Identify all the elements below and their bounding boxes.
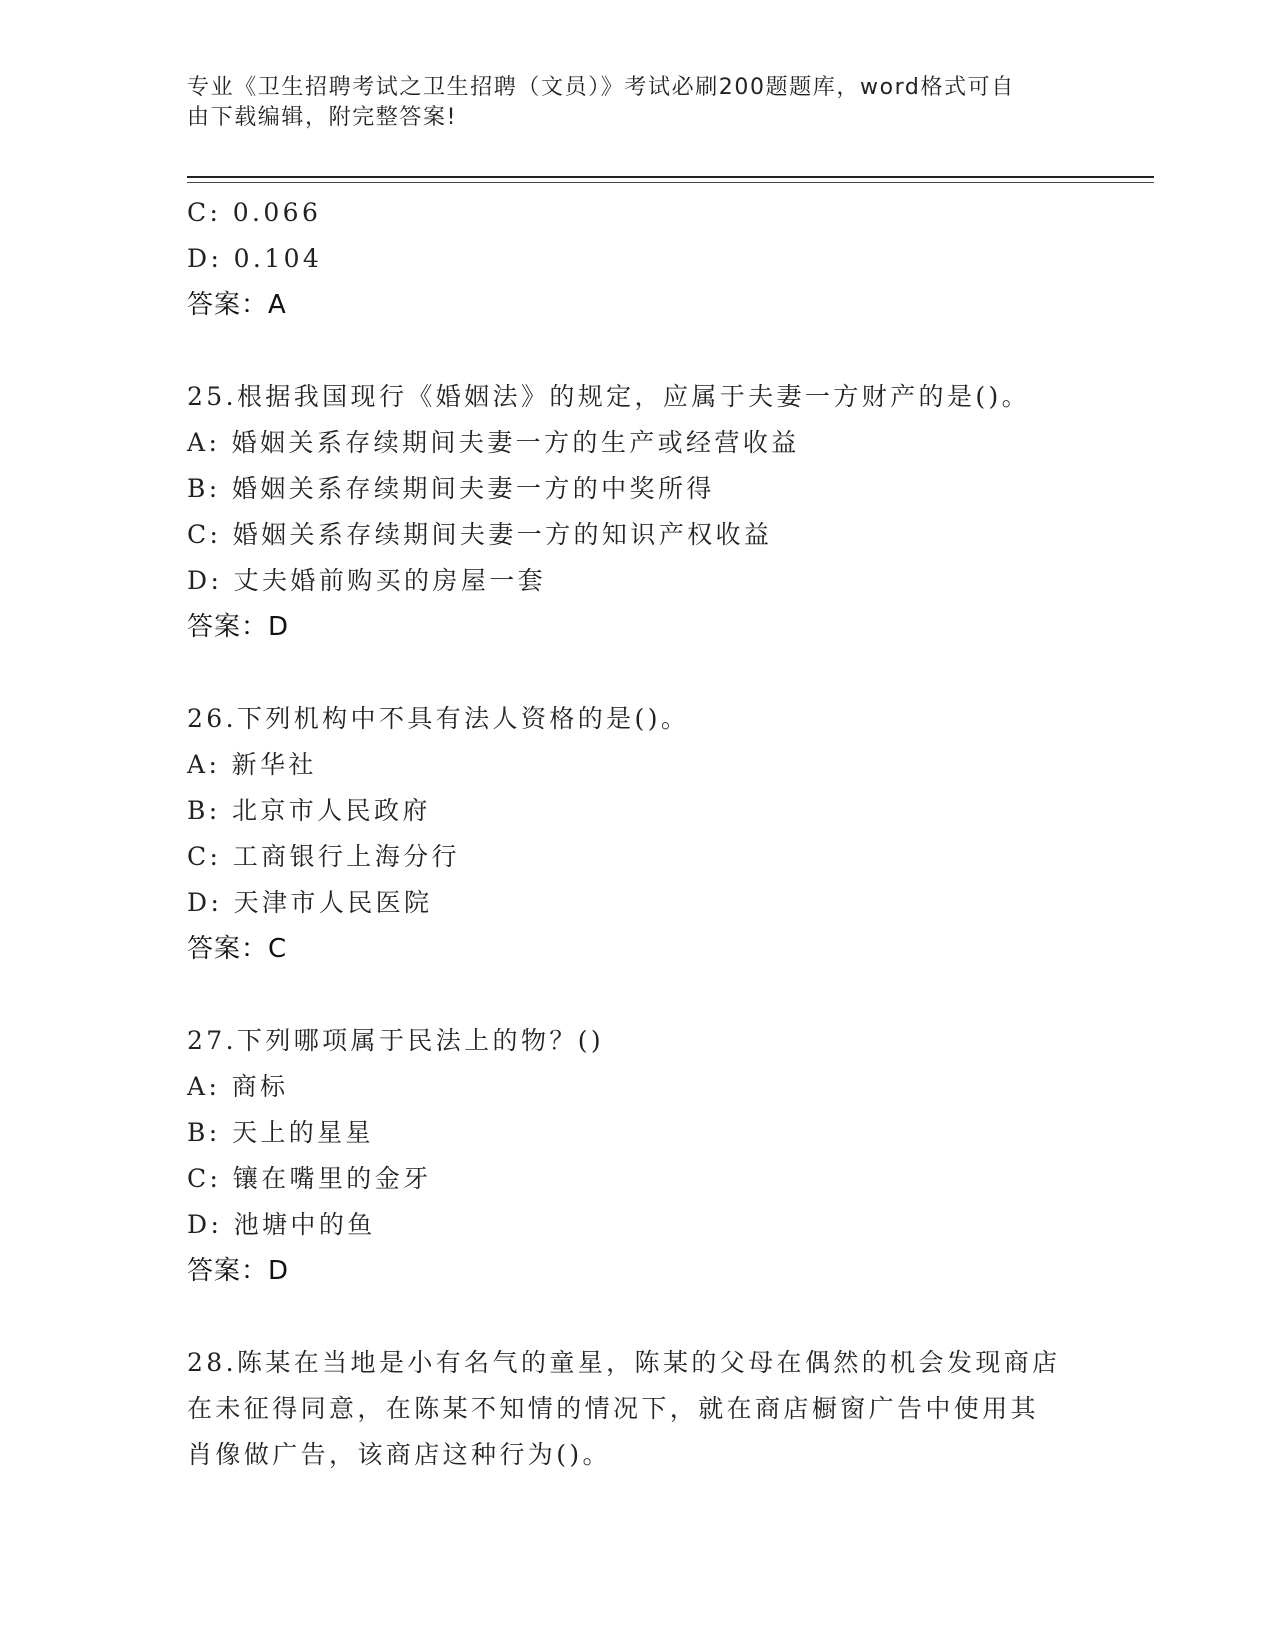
question-text: 26.下列机构中不具有法人资格的是()。: [187, 704, 690, 733]
option-a: A: 新华社: [187, 750, 317, 779]
spacer: [187, 650, 1087, 696]
header-title-line-1: 专业《卫生招聘考试之卫生招聘（文员）》考试必刷200题题库，word格式可自: [187, 75, 1015, 100]
question-block-27: [187, 1018, 1087, 1294]
option-a: A: 婚姻关系存续期间夫妻一方的生产或经营收益: [187, 428, 800, 457]
answer-line: 答案：A: [187, 290, 287, 320]
question-list: [187, 190, 1087, 1478]
answer-line: 答案：C: [187, 934, 288, 964]
option-a: A: 商标: [187, 1072, 289, 1101]
question-block-25: [187, 374, 1087, 650]
option-c: C: 工商银行上海分行: [187, 842, 460, 871]
answer-line: 答案：D: [187, 1256, 290, 1286]
option-b: B: 婚姻关系存续期间夫妻一方的中奖所得: [187, 474, 715, 503]
question-block-prev: [187, 190, 1087, 328]
header-divider-thick: [187, 176, 1154, 178]
question-block-28: [187, 1340, 1067, 1478]
option-c: C: 婚姻关系存续期间夫妻一方的知识产权收益: [187, 520, 773, 549]
answer-line: 答案：D: [187, 612, 290, 642]
question-text-line-2: 在未征得同意，在陈某不知情的情况下，就在商店橱窗广告中使用其: [187, 1394, 1040, 1423]
option-c: C: 镶在嘴里的金牙: [187, 1164, 432, 1193]
spacer: [187, 1294, 1087, 1340]
header-divider-thin: [187, 182, 1154, 183]
option-d: D: 天津市人民医院: [187, 888, 433, 917]
option-d: D: 池塘中的鱼: [187, 1210, 376, 1239]
document-header: [187, 73, 1067, 133]
spacer: [187, 972, 1087, 1018]
option-b: B: 天上的星星: [187, 1118, 374, 1147]
question-text-line-3: 肖像做广告，该商店这种行为()。: [187, 1440, 611, 1469]
option-c: C: 0.066: [187, 198, 322, 227]
spacer: [187, 328, 1087, 374]
question-block-26: [187, 696, 1087, 972]
option-d: D: 丈夫婚前购买的房屋一套: [187, 566, 547, 595]
question-text-line-1: 28.陈某在当地是小有名气的童星，陈某的父母在偶然的机会发现商店: [187, 1348, 1061, 1377]
option-b: B: 北京市人民政府: [187, 796, 431, 825]
option-d: D: 0.104: [187, 244, 323, 273]
question-text: 25.根据我国现行《婚姻法》的规定，应属于夫妻一方财产的是()。: [187, 382, 1031, 411]
header-title-line-2: 由下载编辑，附完整答案!: [187, 105, 458, 130]
question-text: 27.下列哪项属于民法上的物？(): [187, 1026, 605, 1055]
